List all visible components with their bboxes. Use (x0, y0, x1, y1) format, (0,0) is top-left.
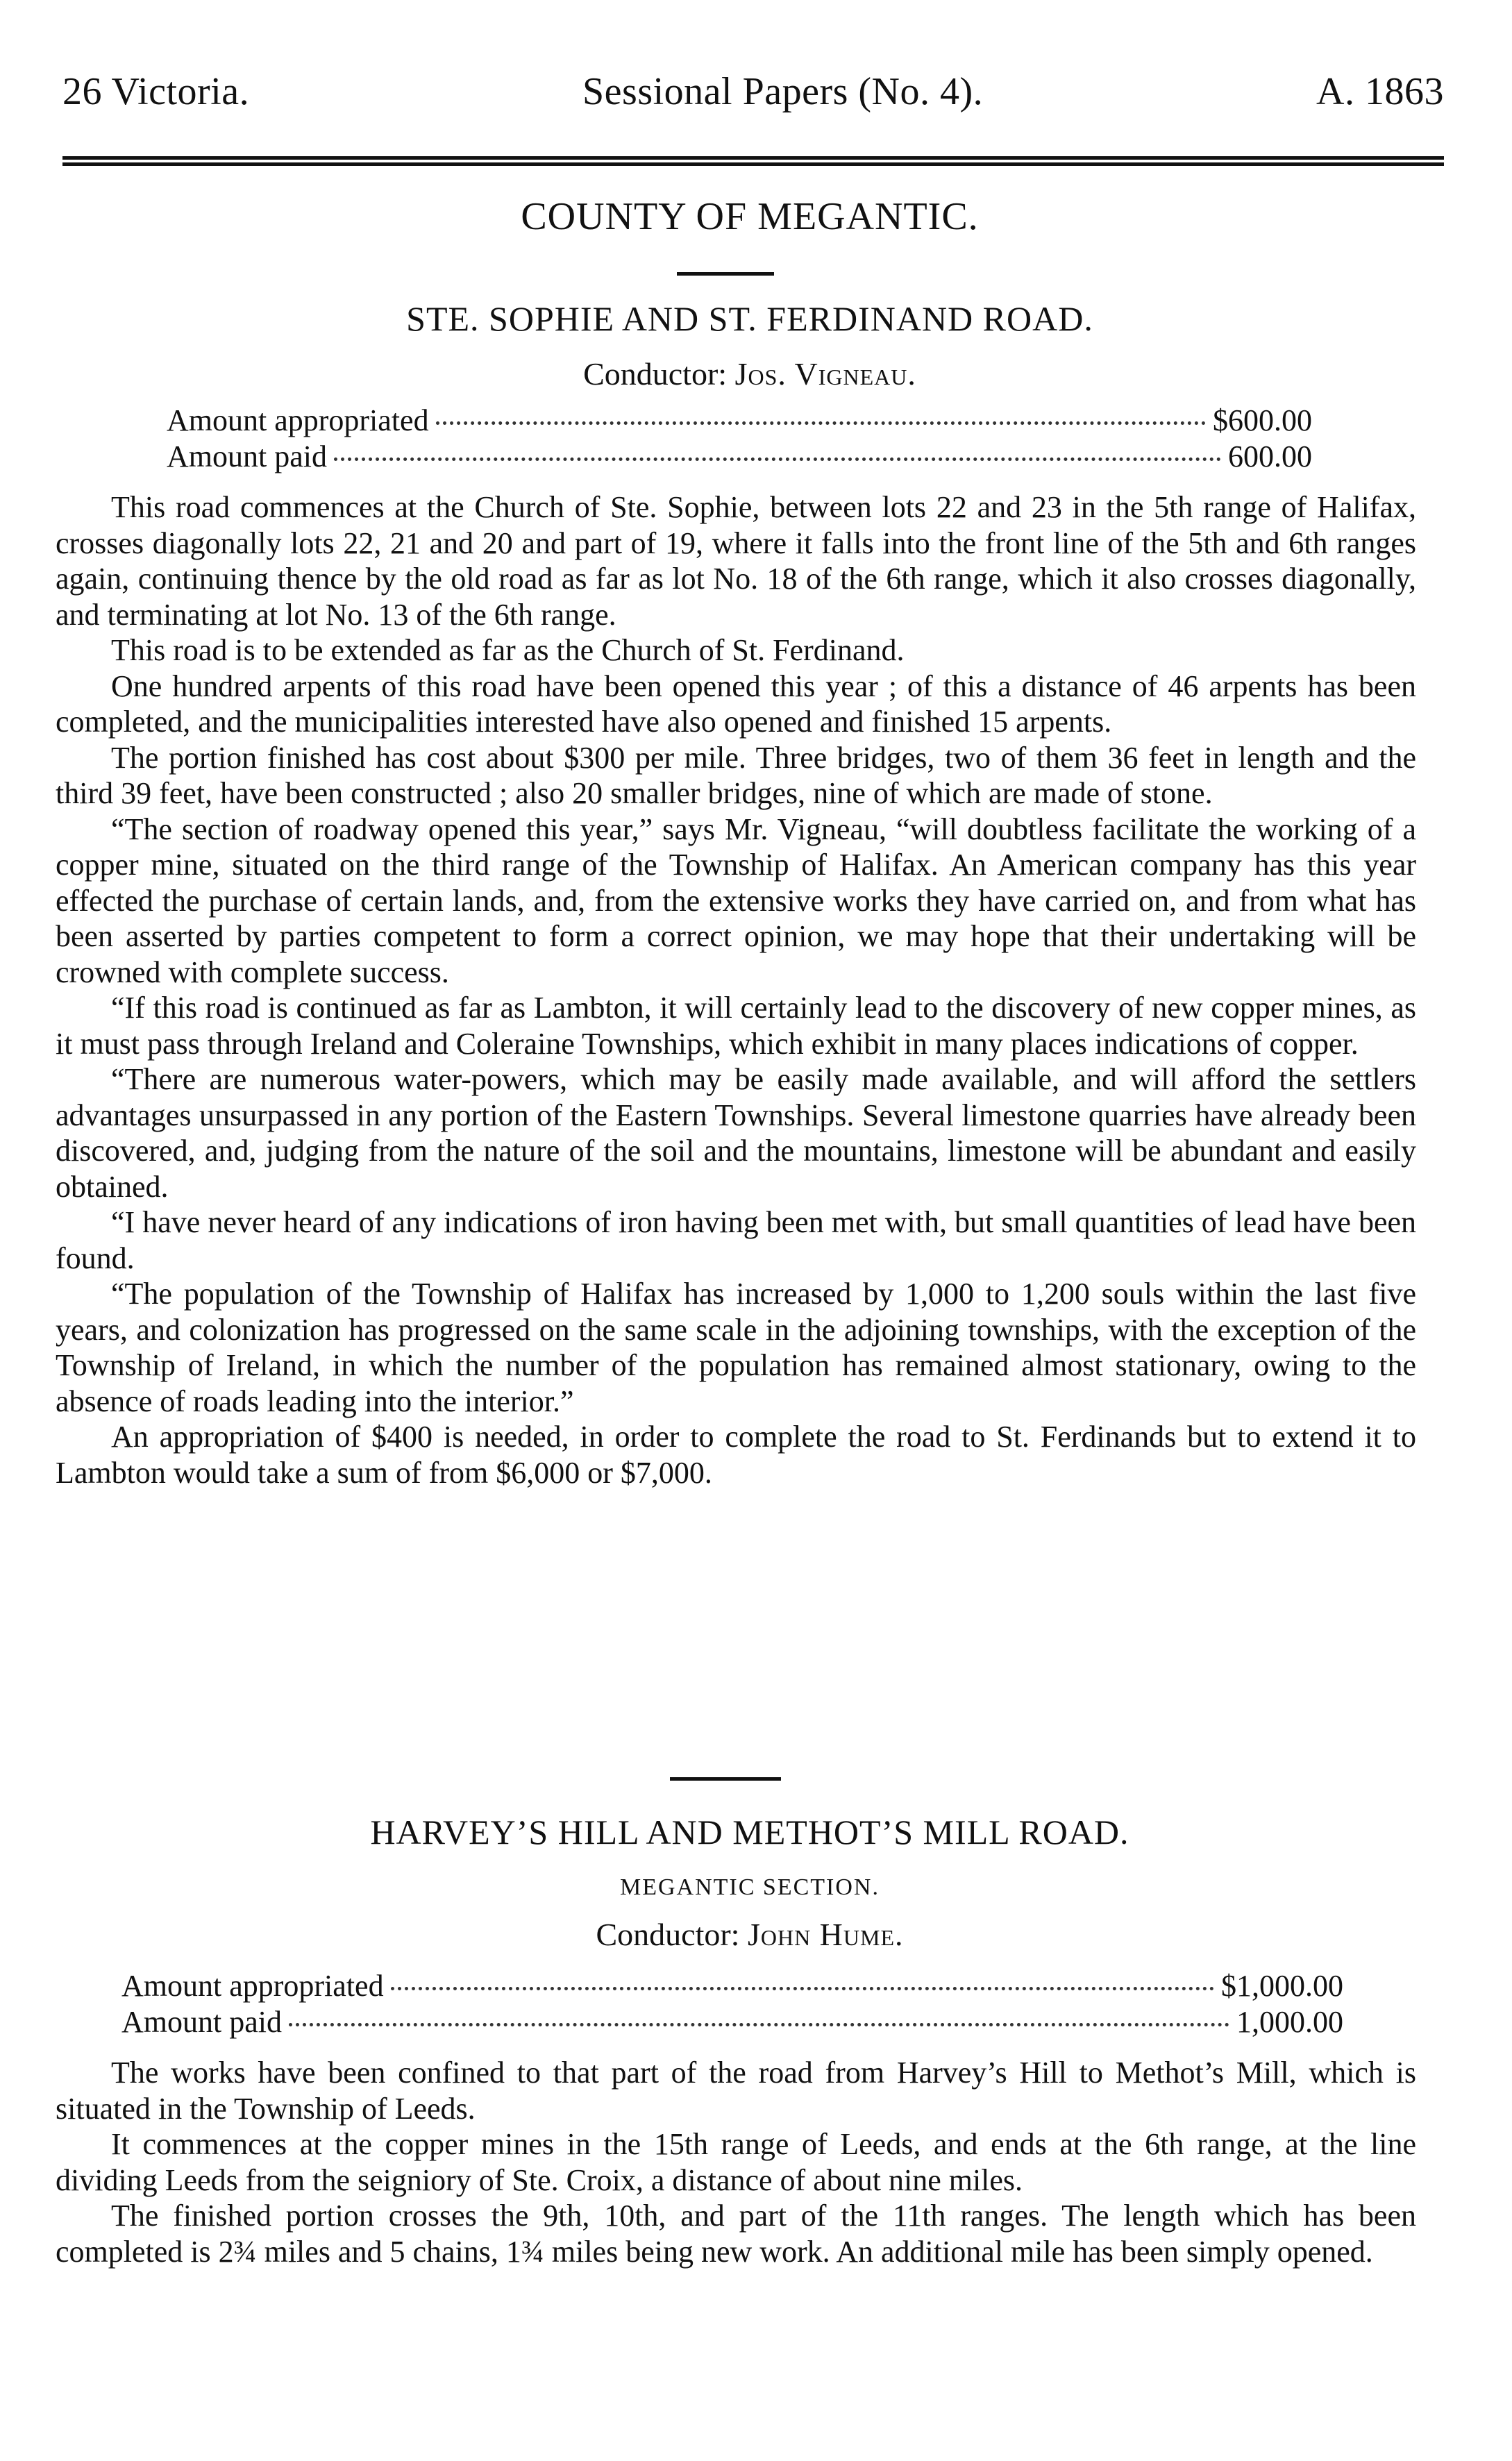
running-header (62, 69, 1444, 114)
paragraph: One hundred arpents of this road have been opened this year ; of this a distance of 46 arpents has been completed, and the municipalities interested have also opened and finished 15 arpents. (56, 669, 1416, 739)
paragraph: An appropriation of $400 is needed, in order to complete the road to St. Ferdinands but to extend it to Lambton would take a sum of from $6,000 or $7,000. (56, 1420, 1416, 1490)
county-title: COUNTY OF MEGANTIC. (521, 195, 979, 238)
road2-body (56, 2055, 1416, 2269)
amount-paid-label: Amount paid (167, 439, 327, 473)
paragraph: This road commences at the Church of Ste. Sophie, between lots 22 and 23 in the 5th range of Halifax, crosses diagonally lots 22, 21 and 20 and part of 19, where it falls into the front line of the 5th and 6th ranges again, continuing thence by the old road as far as lot No. 18 of the 6th range, which it also crosses diagonally, and terminating at lot No. 13 of the 6th range. (56, 490, 1416, 632)
paragraph: “I have never heard of any indications of iron having been met with, but small quantities of lead have been found. (56, 1205, 1416, 1275)
road2-title: HARVEY’S HILL AND METHOT’S MILL ROAD. (370, 1813, 1129, 1851)
paragraph: “If this road is continued as far as Lambton, it will certainly lead to the discovery of new copper mines, as it must pass through Ireland and Coleraine Townships, which exhibit in many places indications of copper. (56, 991, 1416, 1061)
header-title: Sessional Papers (No. 4). (582, 70, 984, 113)
road1-conductor-name: Jos. Vigneau. (734, 356, 916, 392)
amount-appropriated-value: $600.00 (1213, 403, 1312, 437)
header-year: A. 1863 (1316, 70, 1444, 113)
leader-dots (289, 2023, 1229, 2026)
paragraph: The works have been confined to that part of the road from Harvey’s Hill to Methot’s Mill, which is situated in the Township of Leeds. (56, 2056, 1416, 2126)
paragraph: “The population of the Township of Halifax has increased by 1,000 to 1,200 souls within the last five years, and colonization has progressed on the same scale in the adjoining townships, with the exception of the Township of Ireland, in which the number of the population has remained almost stationary, owing to the absence of roads leading into the interior.” (56, 1277, 1416, 1418)
header-volume: 26 Victoria. (62, 70, 250, 113)
road2-amount-paid (121, 2004, 1343, 2040)
leader-dots (334, 457, 1221, 461)
paragraph: “The section of roadway opened this year,” says Mr. Vigneau, “will doubtless facilitate the working of a copper mine, situated on the third range of the Township of Halifax. An American company has this year effected the purchase of certain lands, and, from the extensive works they have carried on, and from what has been asserted by parties competent to form a correct opinion, we may hope that their undertaking will be crowned with complete success. (56, 812, 1416, 989)
paragraph: The portion finished has cost about $300 per mile. Three bridges, two of them 36 feet in length and the third 39 feet, have been constructed ; also 20 smaller bridges, nine of which are made of stone. (56, 740, 1416, 810)
road1-conductor (83, 355, 1416, 392)
road2-conductor-name: John Hume. (747, 1917, 904, 1952)
header-double-rule (62, 156, 1444, 166)
road1-body (56, 489, 1416, 1490)
road1-amount-appropriated (167, 403, 1312, 438)
road1-amount-paid (167, 439, 1312, 474)
paragraph: The finished portion crosses the 9th, 10th, and part of the 11th ranges. The length which has been completed is 2¾ miles and 5 chains, 1¾ miles being new work. An additional mile has been simply opened. (56, 2199, 1416, 2269)
road2-section-label: MEGANTIC SECTION. (620, 1874, 880, 1900)
amount-paid-value: 600.00 (1228, 439, 1312, 473)
amount-appropriated-label: Amount appropriated (121, 1969, 384, 2003)
road2-amount-appropriated (121, 1968, 1343, 2004)
road2-conductor-label: Conductor: (596, 1917, 740, 1952)
section-divider-2 (670, 1777, 781, 1781)
amount-paid-label: Amount paid (121, 2005, 282, 2039)
paragraph: It commences at the copper mines in the 15th range of Leeds, and ends at the 6th range, at the line dividing Leeds from the seigniory of Ste. Croix, a distance of about nine miles. (56, 2127, 1416, 2197)
road1-conductor-label: Conductor: (583, 356, 728, 392)
road1-title: STE. SOPHIE AND ST. FERDINAND ROAD. (406, 299, 1093, 338)
paragraph: “There are numerous water-powers, which may be easily made available, and will afford the settlers advantages unsurpassed in any portion of the Eastern Townships. Several limestone quarries have already been discovered, and, judging from the nature of the soil and the mountains, limestone will be abundant and easily obtained. (56, 1062, 1416, 1204)
paragraph: This road is to be extended as far as the Church of St. Ferdinand. (111, 633, 905, 667)
amount-paid-value: 1,000.00 (1236, 2005, 1343, 2039)
leader-dots (436, 421, 1206, 425)
amount-appropriated-label: Amount appropriated (167, 403, 429, 437)
leader-dots (391, 1987, 1214, 1990)
amount-appropriated-value: $1,000.00 (1221, 1969, 1343, 2003)
section-divider-1 (677, 272, 774, 276)
road2-conductor (83, 1916, 1416, 1953)
